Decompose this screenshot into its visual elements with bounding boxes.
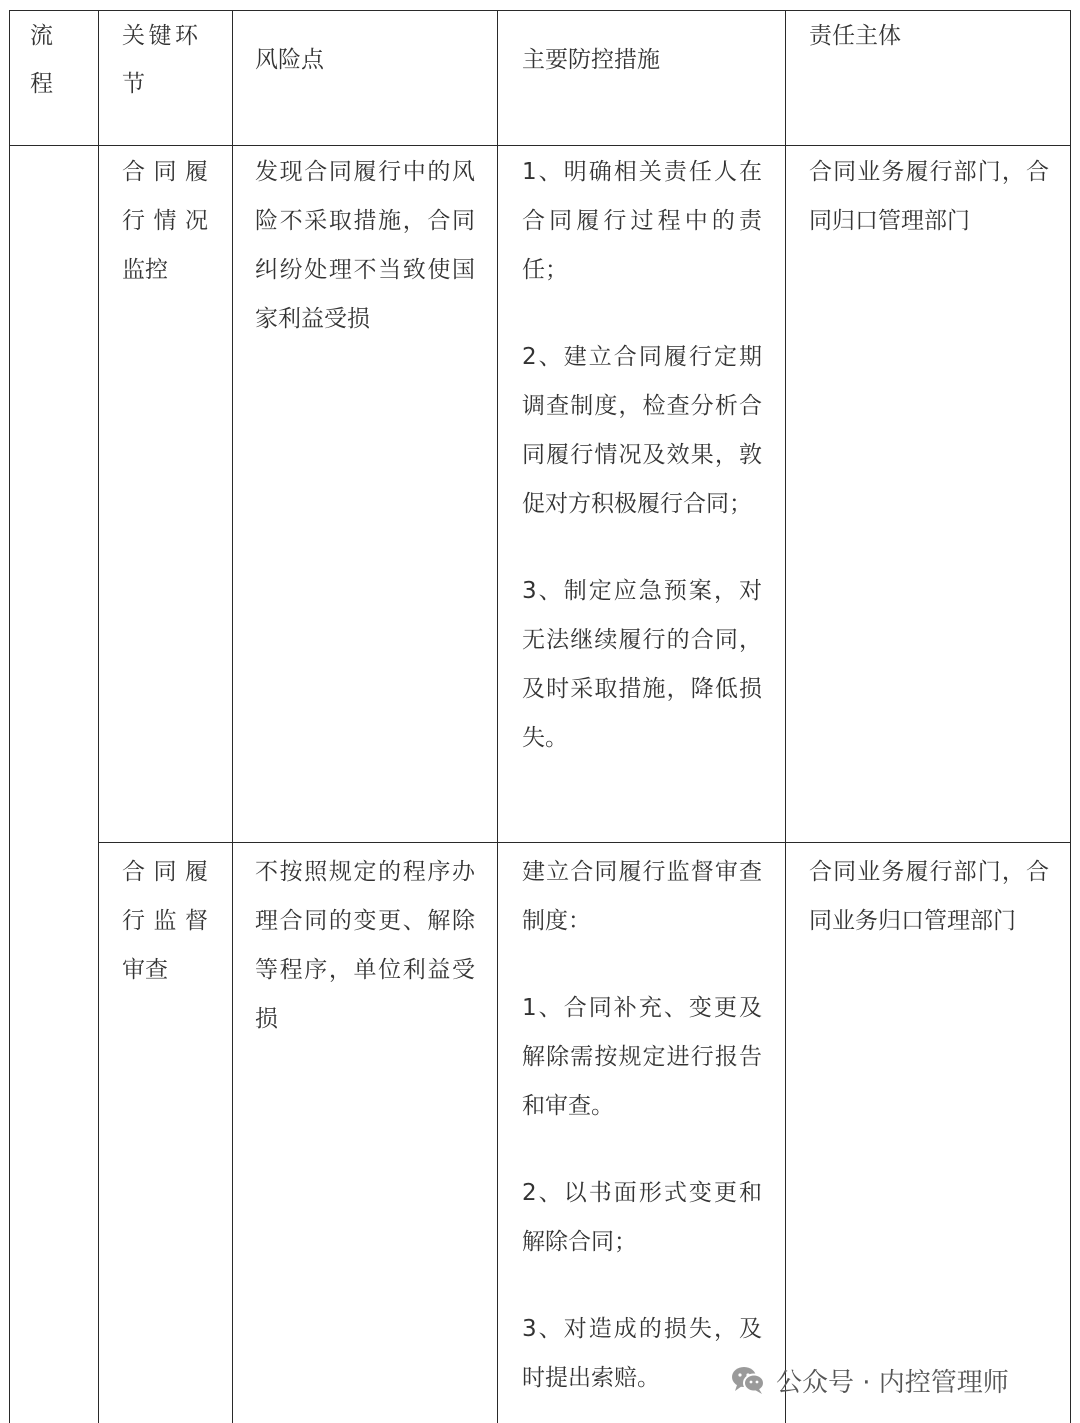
measure-item: 3、对造成的损失，及时提出索赔。: [522, 1316, 762, 1391]
column-border: [785, 10, 786, 1423]
measure-item: 3、制定应急预案，对无法继续履行的合同，及时采取措施，降低损失。: [522, 578, 762, 751]
row2-measures: [522, 848, 762, 1403]
row2-risk: 不按照规定的程序办理合同的变更、解除等程序，单位利益受损: [255, 859, 475, 1032]
column-border: [98, 10, 99, 1423]
column-border: [1070, 10, 1071, 1423]
row1-key-step: 合同履行情况监控: [122, 159, 208, 283]
header-process: 流程: [30, 23, 53, 97]
measure-item: 建立合同履行监督审查制度：: [522, 859, 762, 934]
watermark: [730, 1360, 1009, 1400]
row1-risk: 发现合同履行中的风险不采取措施，合同纠纷处理不当致使国家利益受损: [255, 159, 475, 332]
header-responsible: 责任主体: [809, 23, 901, 49]
row2-responsible: 合同业务履行部门，合同业务归口管理部门: [809, 859, 1049, 934]
measure-item: 1、合同补充、变更及解除需按规定进行报告和审查。: [522, 995, 762, 1119]
measure-item: 1、明确相关责任人在合同履行过程中的责任；: [522, 159, 762, 283]
column-border: [232, 10, 233, 1423]
header-risk: 风险点: [255, 47, 324, 73]
header-measures: 主要防控措施: [522, 47, 660, 73]
measure-item: 2、以书面形式变更和解除合同；: [522, 1180, 762, 1255]
watermark-text: 公众号 · 内控管理师: [776, 1367, 1009, 1398]
header-key-step: 关键环节: [122, 23, 198, 97]
row1-responsible: 合同业务履行部门，合同归口管理部门: [809, 159, 1049, 234]
measure-item: 2、建立合同履行定期调查制度，检查分析合同履行情况及效果，敦促对方积极履行合同；: [522, 344, 762, 517]
row-divider: [98, 842, 1071, 843]
wechat-icon: [730, 1364, 766, 1396]
column-border: [9, 10, 10, 1423]
header-bottom-border: [9, 145, 1071, 146]
row2-key-step: 合同履行监督审查: [122, 859, 208, 983]
column-border: [497, 10, 498, 1423]
table-top-border: [9, 10, 1071, 11]
row1-measures: [522, 148, 762, 763]
